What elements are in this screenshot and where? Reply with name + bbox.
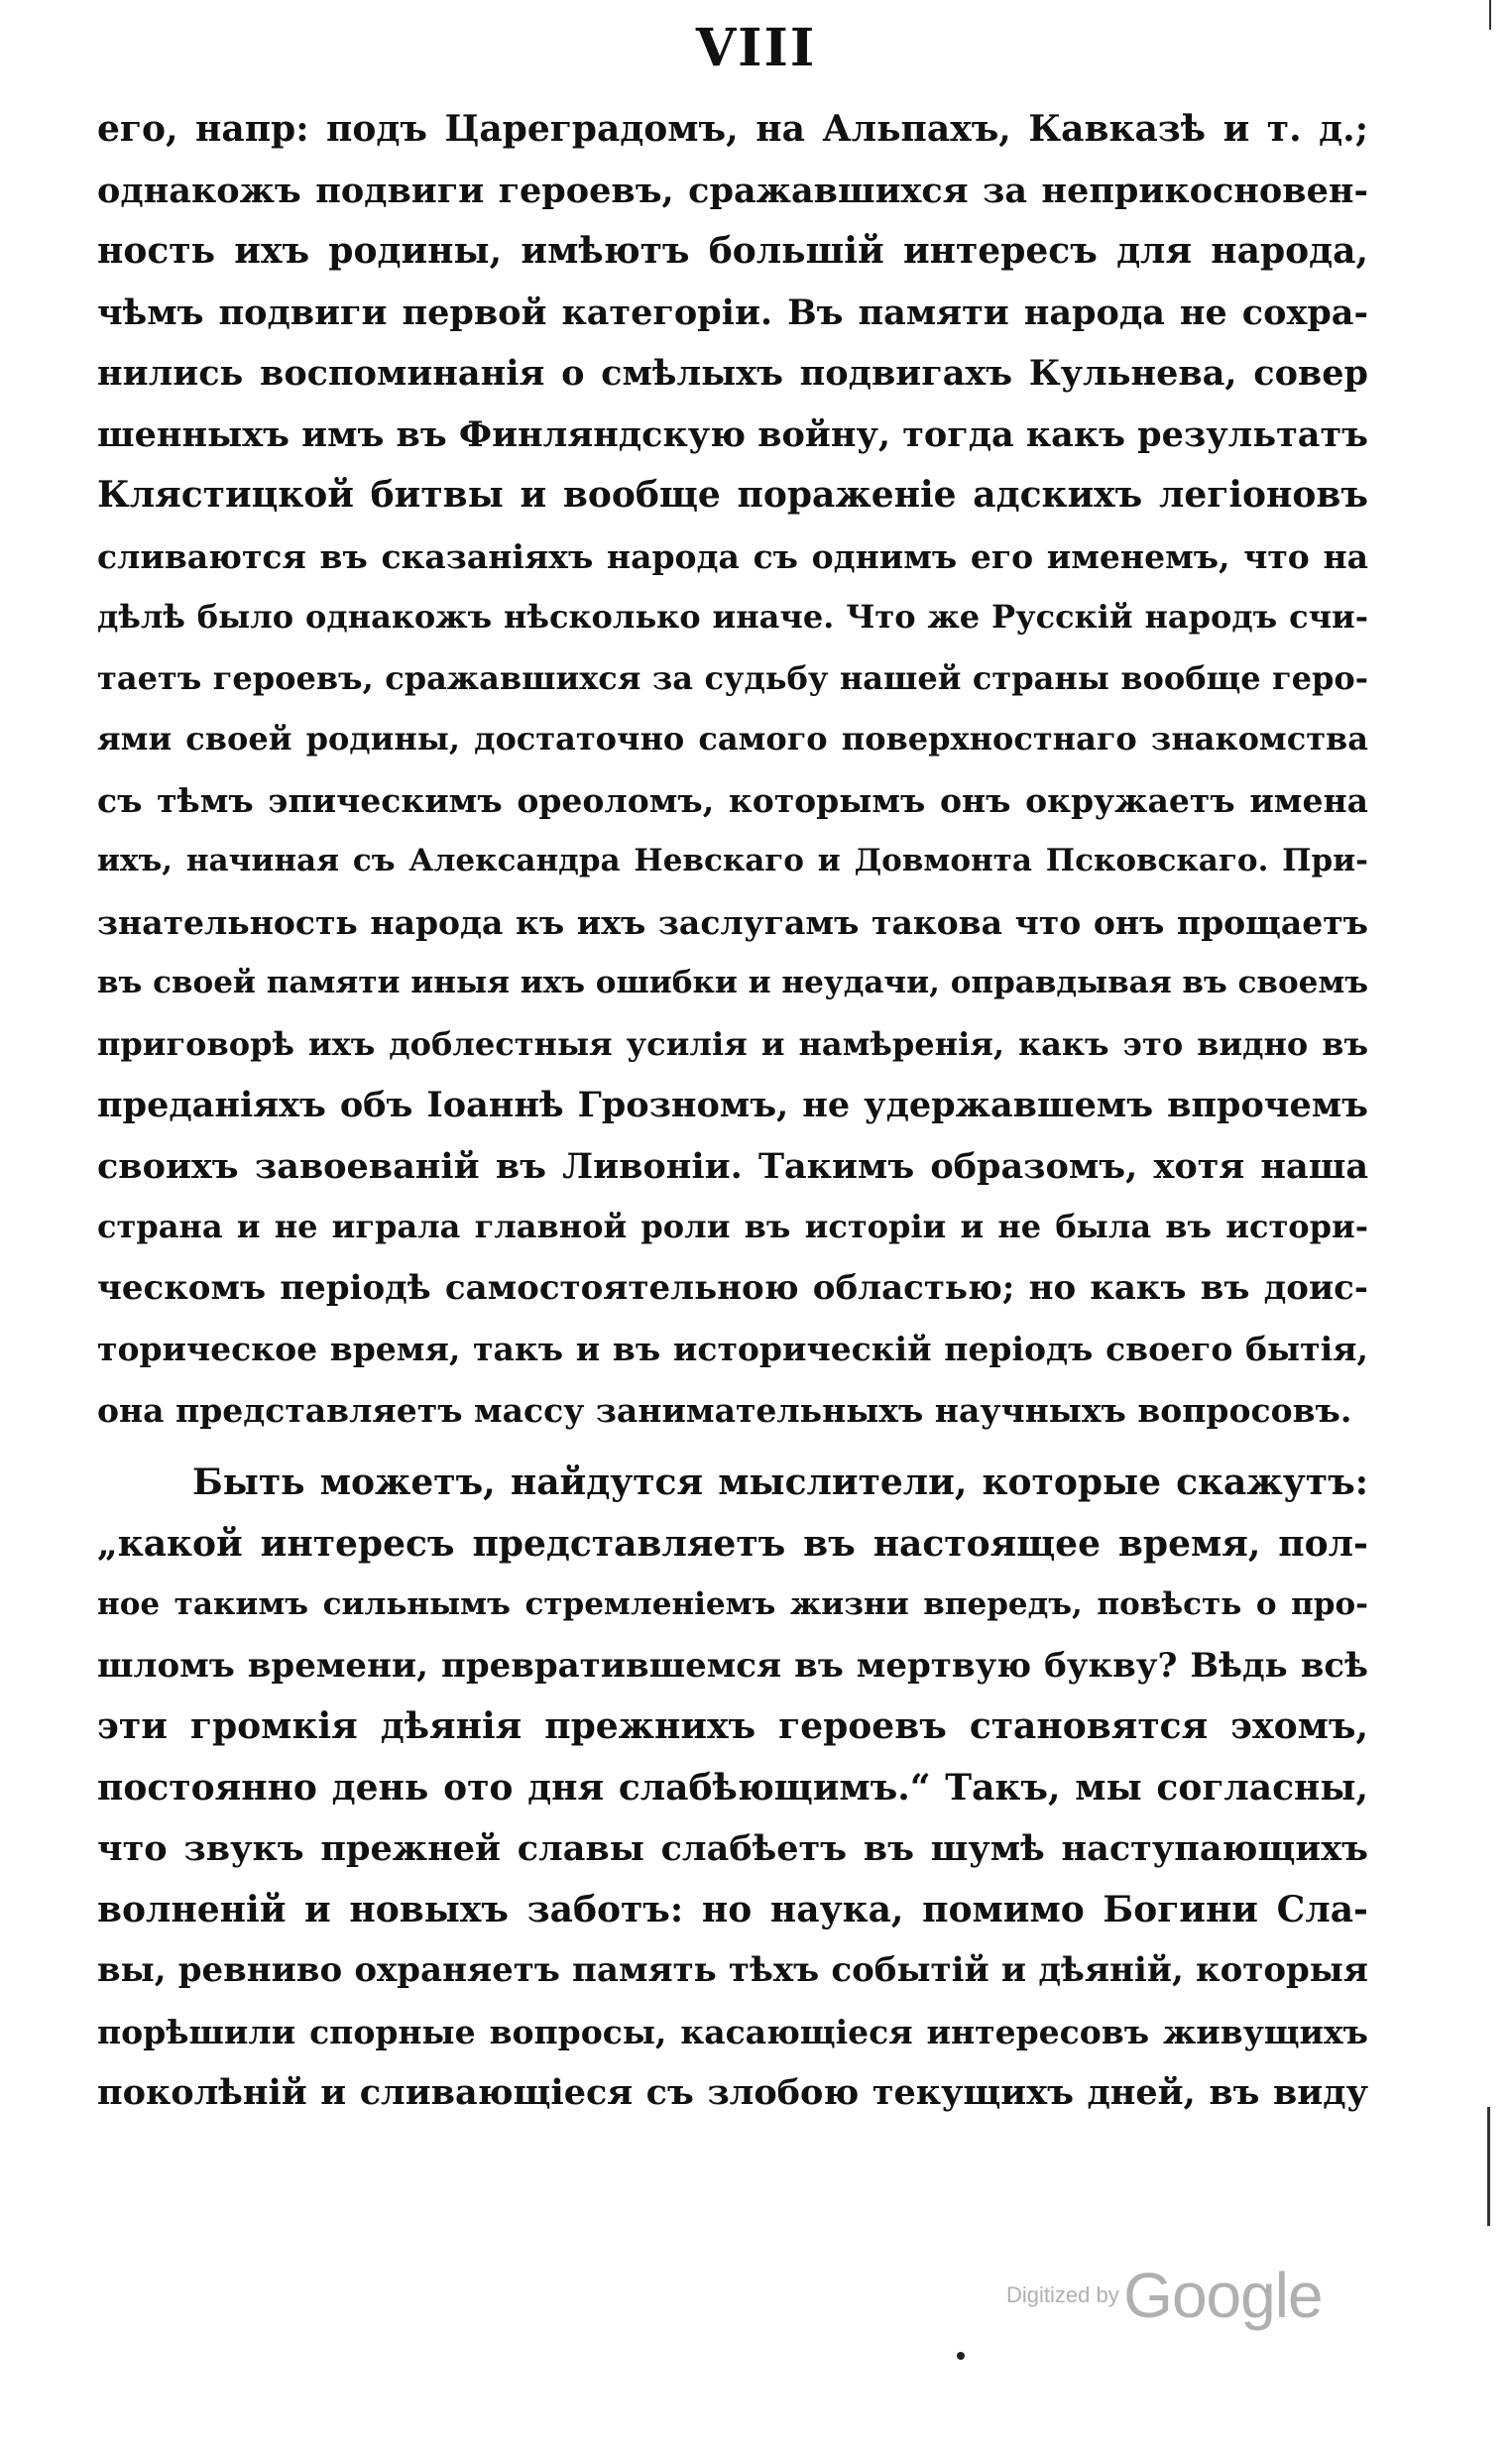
text-line: постоянно день ото дня слабѣющимъ.“ Такъ, мы согласны, [97,1766,1368,1809]
text-line: дѣлѣ было однакожъ нѣсколько иначе. Что же Русскій народъ счи- [97,598,1368,636]
text-line: преданіяхъ объ Іоаннѣ Грозномъ, не удержавшемъ впрочемъ [97,1085,1368,1125]
ink-dot [957,2352,965,2360]
paragraph [97,1453,1368,2124]
text-line: поколѣній и сливающіеся съ злобою текущихъ дней, въ виду [97,2072,1368,2113]
text-line: шломъ времени, превратившемся въ мертвую букву? Вѣдь всѣ [97,1645,1368,1686]
text-line: она представляетъ массу занимательныхъ научныхъ вопросовъ. [97,1390,1352,1430]
text-line: ями своей родины, достаточно самого поверхностнаго знакомства [97,720,1368,758]
text-line: шенныхъ имъ въ Финляндскую войну, тогда какъ результатъ [97,413,1368,455]
text-line: ческомъ періодѣ самостоятельною областью; но какъ въ доис- [97,1267,1368,1308]
google-logo: Google [1123,2260,1323,2331]
text-line: Клястицкой битвы и вообще пораженіе адскихъ легіоновъ [97,474,1368,516]
digitized-watermark [1006,2259,1323,2332]
text-line: „какой интересъ представляетъ въ настоящее время, пол- [97,1522,1368,1565]
margin-mark [1489,0,1491,30]
paragraph-gap [97,1441,1368,1453]
text-line: приговорѣ ихъ доблестныя усилія и намѣренія, какъ это видно въ [97,1024,1368,1063]
text-line: таетъ героевъ, сражавшихся за судьбу нашей страны вообще геро- [97,658,1368,697]
text-line: Быть можетъ, найдутся мыслители, которые скажутъ: [192,1461,1368,1503]
text-line: эти громкія дѣянія прежнихъ героевъ становятся эхомъ, [97,1705,1368,1747]
text-line: страна и не играла главной роли въ исторіи и не была въ истори- [97,1208,1368,1245]
text-line: чѣмъ подвиги первой категоріи. Въ памяти народа не сохра- [97,292,1368,333]
text-line: знательность народа къ ихъ заслугамъ такова что онъ прощаетъ [97,902,1368,942]
text-line: въ своей памяти иныя ихъ ошибки и неудачи, оправдывая въ своемъ [97,965,1368,1000]
text-line: ихъ, начиная съ Александра Невскаго и Довмонта Псковскаго. При- [97,843,1368,878]
text-line: ность ихъ родины, имѣютъ большій интересъ для народа, [97,230,1368,272]
margin-mark [1487,2107,1490,2226]
text-line: волненій и новыхъ заботъ: но наука, помимо Богини Сла- [97,1888,1368,1930]
text-line: своихъ завоеваній въ Ливоніи. Такимъ образомъ, хотя наша [97,1145,1368,1187]
text-line: торическое время, такъ и въ историческій періодъ своего бытія, [97,1330,1368,1368]
text-line: однакожъ подвиги героевъ, сражавшихся за неприкосновен- [97,170,1368,211]
text-line: порѣшили спорные вопросы, касающіеся интересовъ живущихъ [97,2012,1368,2051]
paragraph [97,99,1368,1441]
text-line: вы, ревниво охраняетъ память тѣхъ событій и дѣяній, которыя [97,1950,1368,1990]
page-number: VIII [695,18,817,78]
text-line: его, напр: подъ Цареградомъ, на Альпахъ, Кавказѣ и т. д.; [97,108,1368,150]
body-text [97,99,1368,2124]
watermark-prefix: Digitized by [1006,2282,1119,2307]
text-line: съ тѣмъ эпическимъ ореоломъ, которымъ онъ окружаетъ имена [97,780,1368,820]
text-line: что звукъ прежней славы слабѣетъ въ шумѣ наступающихъ [97,1828,1368,1869]
text-line: нились воспоминанія о смѣлыхъ подвигахъ Кульнева, совер [97,353,1368,394]
text-line: сливаются въ сказаніяхъ народа съ однимъ его именемъ, что на [97,536,1368,576]
text-line: ное такимъ сильнымъ стремленіемъ жизни впередъ, повѣсть о про- [97,1586,1368,1622]
